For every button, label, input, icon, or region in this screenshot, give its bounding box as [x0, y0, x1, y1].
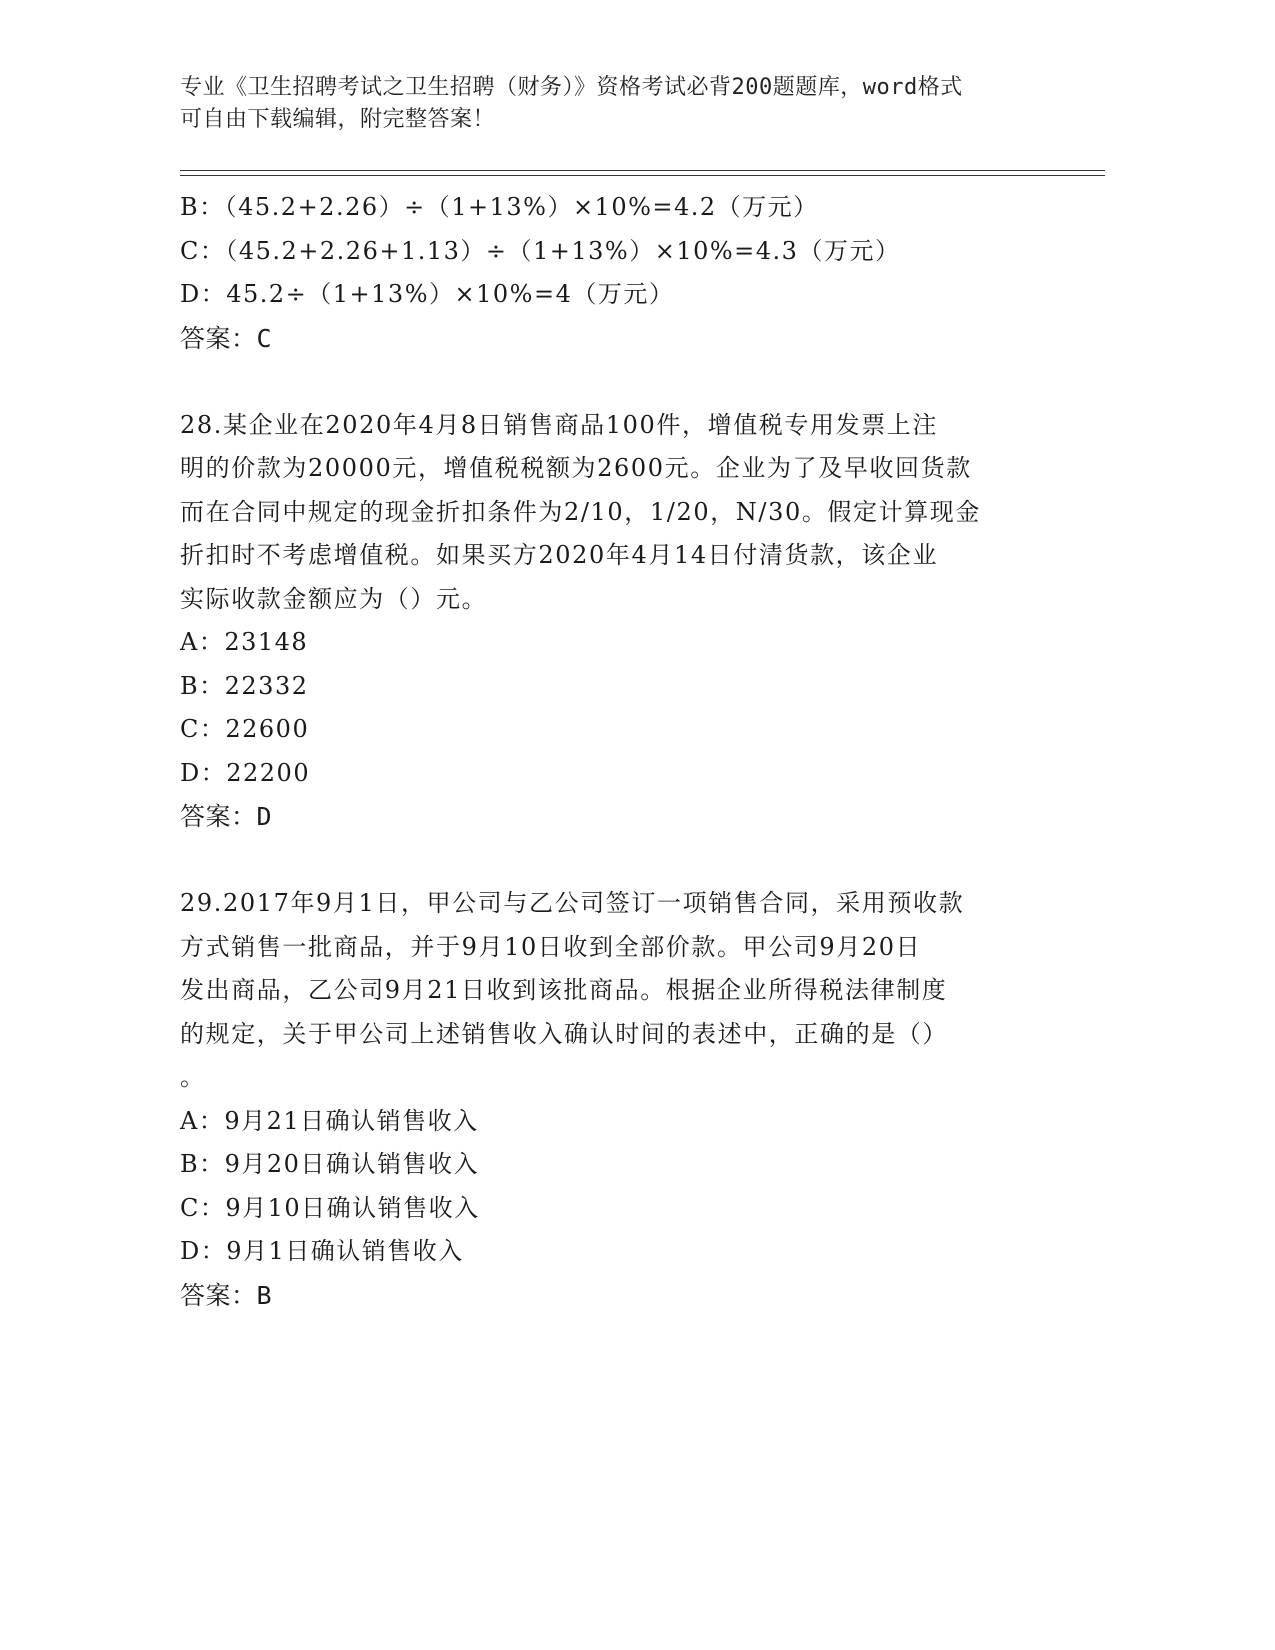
spacer: [180, 360, 1080, 404]
header-divider-top: [180, 170, 1105, 171]
answer-line: 答案：B: [180, 1280, 273, 1310]
question-text: [180, 404, 1080, 622]
question-text-line: 。: [180, 1063, 206, 1091]
option-c: C：（45.2+2.26+1.13）÷（1+13%）×10%=4.3（万元）: [180, 236, 901, 265]
answer-line: 答案：D: [180, 802, 273, 831]
option-a: A：9月21日确认销售收入: [180, 1106, 479, 1135]
option-a: A：23148: [180, 628, 309, 656]
question-content: [180, 186, 1080, 1317]
question-text-line: 实际收款金额应为（）元。: [180, 584, 488, 613]
option-b: B：（45.2+2.26）÷（1+13%）×10%=4.2（万元）: [180, 193, 819, 221]
question-28: [180, 404, 1080, 839]
header-line-1: 专业《卫生招聘考试之卫生招聘（财务）》资格考试必背200题题库，word格式: [180, 75, 963, 100]
option-d: D：45.2÷（1+13%）×10%=4（万元）: [180, 280, 675, 308]
question-text-line: 折扣时不考虑增值税。如果买方2020年4月14日付清货款，该企业: [180, 541, 939, 569]
option-c: C：22600: [180, 715, 310, 743]
option-b: B：9月20日确认销售收入: [180, 1150, 479, 1178]
option-d: D：9月1日确认销售收入: [180, 1237, 464, 1265]
question-text-line: 的规定，关于甲公司上述销售收入确认时间的表述中，正确的是（）: [180, 1019, 948, 1048]
answer-line: 答案：C: [180, 323, 273, 353]
option-c: C：9月10日确认销售收入: [180, 1193, 480, 1222]
question-text-line: 29.2017年9月1日，甲公司与乙公司签订一项销售合同，采用预收款: [180, 889, 965, 917]
spacer: [180, 839, 1080, 883]
question-text-line: 发出商品，乙公司9月21日收到该批商品。根据企业所得税法律制度: [180, 976, 948, 1004]
header-divider-bottom: [180, 175, 1105, 176]
question-text-line: 28.某企业在2020年4月8日销售商品100件，增值税专用发票上注: [180, 410, 938, 439]
document-header: [180, 72, 1060, 136]
prev-question: [180, 186, 1080, 360]
option-d: D：22200: [180, 758, 311, 787]
question-text-line: 明的价款为20000元，增值税税额为2600元。企业为了及早收回货款: [180, 454, 972, 482]
option-b: B：22332: [180, 671, 309, 700]
header-line-2: 可自由下载编辑，附完整答案！: [180, 107, 496, 132]
question-text-line: 方式销售一批商品，并于9月10日收到全部价款。甲公司9月20日: [180, 932, 922, 961]
question-text: [180, 882, 1080, 1100]
question-text-line: 而在合同中规定的现金折扣条件为2/10，1/20，N/30。假定计算现金: [180, 497, 982, 526]
question-29: [180, 882, 1080, 1317]
